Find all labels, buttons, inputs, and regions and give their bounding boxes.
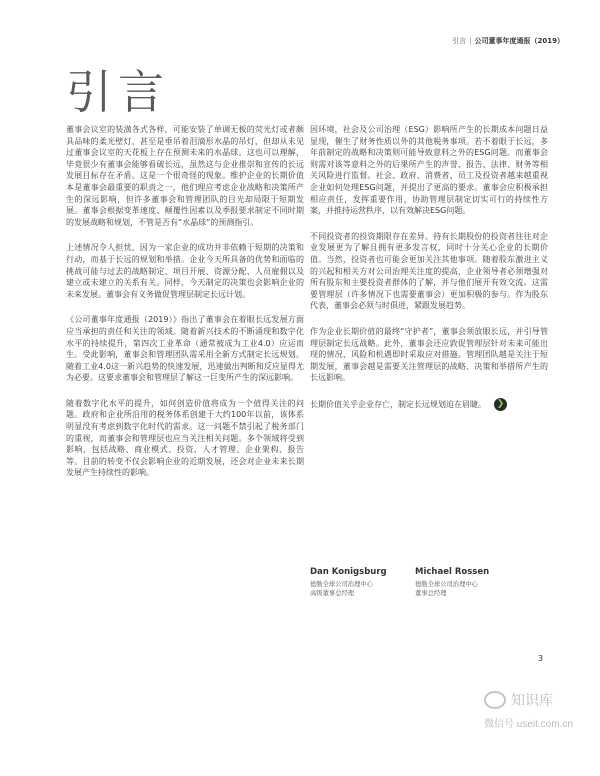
signature-block	[415, 567, 520, 598]
arrow-right-icon[interactable]: ❯	[494, 398, 507, 411]
paragraph: 不同投资者的投资期限存在差异。持有长期股份的投资者往往对企业发展更为了解且拥有更多发言权，同时十分关心企业的长期价值。当然，投资者也可能会更加关注其他事项。随着股东激进主义的兴起和相关方对公司治理关注度的提高，企业领导者必须增强对所有股东和主要投资者群体的了解，并与他们展开有效交流。这需要管理层（许多情况下也需要董事会）更加积极的参与。作为股东代表，董事会必须与时俱进，紧跟发展趋势。	[310, 231, 548, 311]
watermark	[484, 690, 584, 730]
wechat-icon	[484, 691, 506, 709]
closing-text: 长期价值关乎企业存亡，制定长远规划迫在眉睫。	[310, 399, 486, 409]
signatory-role: 高级董事总经理	[310, 590, 355, 597]
signatory-name: Dan Konigsburg	[310, 567, 387, 577]
paragraph: 上述情况令人担忧，因为一家企业的成功并非依赖于短期的决策和行动，而基于长远的规划和举措。企业今天所具备的优势和面临的挑战可能与过去的战略制定、项目开展、资源分配、人员雇佣以及建立或未建立的关系有关。同样，今天制定的决策也会影响企业的未来发展。董事会有义务做促管理层制定长远计划。	[66, 243, 304, 299]
paragraph: 《公司董事年度通报（2019）》指出了董事会在着眼长远发展方面应当承担的责任和关注的领域。随着新兴技术的不断涌现和数字化水平的持续提升，第四次工业革命（通常被成为工业4.0）应运而生。受此影响，董事会和管理团队需采用全新方式制定长远规划。随着工业4.0这一新兴趋势的快速发展，迅速做出判断和反应显得尤为必要。这要求董事会和管理层了解这一巨变所产生的深远影响。	[66, 315, 304, 383]
right-column	[310, 124, 548, 411]
paragraph: 董事会议室的装潢各式各样，可能安装了单调无板的荧光灯或者颇具品味的柔光壁灯，甚至是垂吊着泪滴形水晶的吊灯，但却从未见过董事会议室的天花板上存在预测未来的水晶球。这也可以理解，毕竟很少有董事会能够看破长远，虽然这与企业推崇和宣传的长远发展目标存在矛盾。这是一个很奇怪的现象。维护企业的长期价值本是董事会最重要的职责之一，他们理应考虑企业战略和决策所产生的深远影响，但许多董事会和管理团队的目光却局限于短期发展。董事会根据变革速度、颠覆性因素以及季报要求制定不同时期的发展战略和规划，不管是否有“水晶球”的预测指引。	[66, 125, 304, 227]
signatory-name: Michael Rossen	[415, 567, 490, 577]
running-header	[452, 36, 564, 46]
paragraph: 随着数字化水平的提升，如何创造价值将成为一个值得关注的问题。政府和企业所沿用的税务体系创建于大约100年以前，该体系明显没有考虑到数字化时代的需求。这一问题不禁引起了税务部门的重视，而董事会和管理层也应当关注相关问题。多个领域将受到影响，包括战略、商业模式、投资、人才管理、企业架构、报告等。目前的转变不仅会影响企业的近期发展，还会对企业未来长期发展产生持续性的影响。	[66, 398, 304, 478]
page-title: 引言	[66, 65, 170, 119]
page-number: 3	[538, 654, 544, 663]
paragraph: 因环境，社会及公司治理（ESG）影响所产生的长期成本问题日益显现，催生了财务性质以外的其他税务事项。若不着眼于长远，多年前制定的战略和决策则可能导致意料之外的ESG问题。而董事会则需对该等意料之外的后果所产生的声誉、报告、法律、财务等相关风险进行监督。社会、政府、消费者、员工及投资者越来越重视企业如何处理ESG问题，并提出了更高的要求。董事会应积极承担相应责任，发挥重要作用，协助管理层制定切实可行的持续性方案，并推持运营秩序，以有效解决ESG问题。	[310, 125, 548, 216]
closing-statement	[310, 398, 548, 411]
watermark-brand: 知识库	[511, 692, 553, 708]
signatory-org: 德勤全球公司治理中心	[415, 581, 478, 588]
signatures	[310, 567, 550, 598]
signatory-org: 德勤全球公司治理中心	[310, 581, 373, 588]
signatory-role: 董事总经理	[415, 590, 447, 597]
left-column	[66, 124, 304, 493]
header-section: 引言	[452, 37, 467, 45]
header-separator: |	[469, 37, 472, 45]
watermark-account: 微信号 useit.com.cn	[484, 719, 573, 730]
header-publication: 公司董事年度通报（2019）	[474, 37, 564, 45]
paragraph: 作为企业长期价值的最终“守护者”，董事会须放眼长远，并引导管理层制定长远战略。此外，董事会还应敦促管理层针对未来可能出现的情况、风险和机遇即时采取应对措施。管理团队越是关注于短期发展，董事会越是需要关注管理层的战略、决策和举措所产生的长远影响。	[310, 326, 548, 383]
signature-block	[310, 567, 415, 598]
